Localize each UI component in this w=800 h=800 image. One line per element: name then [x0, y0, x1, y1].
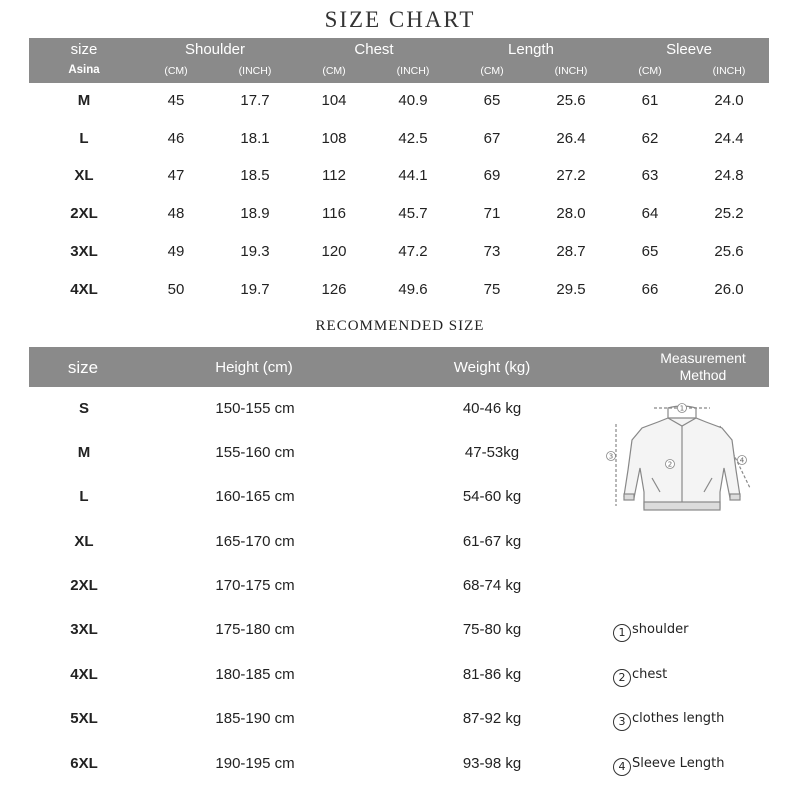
- row-size: L: [79, 130, 89, 147]
- cell: 67: [483, 130, 501, 147]
- cell: 24.4: [714, 130, 744, 147]
- row-size: XL: [74, 167, 94, 184]
- row-height: 190-195 cm: [215, 755, 295, 772]
- table-row: [0, 243, 800, 273]
- diagram-mark: 4: [739, 456, 745, 465]
- header-unit: (CM): [164, 65, 188, 77]
- row-height: 180-185 cm: [215, 666, 295, 683]
- recommended-header: [29, 347, 769, 387]
- row-weight: 75-80 kg: [462, 621, 522, 638]
- legend-number: 3: [613, 713, 631, 731]
- row-height: 155-160 cm: [215, 444, 295, 461]
- row-height: 175-180 cm: [215, 621, 295, 638]
- header-method-line2: Method: [679, 367, 727, 383]
- size-chart-title: SIZE CHART: [324, 7, 476, 32]
- row-weight: 40-46 kg: [462, 400, 522, 417]
- header-unit: (INCH): [554, 65, 588, 77]
- cell: 24.8: [714, 167, 744, 184]
- cell: 48: [167, 205, 185, 222]
- legend-label: shoulder: [632, 622, 689, 637]
- diagram-mark: 1: [679, 404, 685, 413]
- cell: 126: [321, 281, 347, 298]
- cell: 42.5: [398, 130, 428, 147]
- row-size: L: [79, 488, 89, 505]
- cell: 25.2: [714, 205, 744, 222]
- header-size-label: size: [70, 41, 98, 58]
- header-size-label: size: [67, 358, 99, 377]
- header-unit: (CM): [638, 65, 662, 77]
- header-unit: (INCH): [238, 65, 272, 77]
- cell: 28.0: [556, 205, 586, 222]
- cell: 71: [483, 205, 501, 222]
- row-size: 3XL: [70, 621, 98, 638]
- cell: 64: [641, 205, 659, 222]
- row-weight: 61-67 kg: [462, 533, 522, 550]
- cell: 26.4: [556, 130, 586, 147]
- row-size: 2XL: [70, 205, 98, 222]
- cell: 29.5: [556, 281, 586, 298]
- cell: 19.7: [240, 281, 270, 298]
- header-chest: Chest: [354, 41, 394, 58]
- row-height: 150-155 cm: [215, 400, 295, 417]
- legend-number: 4: [613, 758, 631, 776]
- table-row: [0, 92, 800, 122]
- cell: 50: [167, 281, 185, 298]
- row-weight: 87-92 kg: [462, 710, 522, 727]
- table-row: [0, 281, 800, 311]
- cell: 46: [167, 130, 185, 147]
- row-weight: 54-60 kg: [462, 488, 522, 505]
- cell: 25.6: [714, 243, 744, 260]
- cell: 65: [641, 243, 659, 260]
- row-size: M: [77, 444, 91, 461]
- row-size: 5XL: [70, 710, 98, 727]
- header-unit: (INCH): [396, 65, 430, 77]
- legend-label: clothes length: [632, 711, 725, 726]
- cell: 27.2: [556, 167, 586, 184]
- header-height-label: Height (cm): [215, 359, 293, 376]
- row-height: 160-165 cm: [215, 488, 295, 505]
- legend-item-sleeve-length: [613, 756, 725, 776]
- legend-item-chest: [613, 667, 667, 687]
- legend-item-clothes-length: [613, 711, 724, 731]
- header-sleeve: Sleeve: [666, 41, 712, 58]
- cell: 49.6: [398, 281, 428, 298]
- table-row: [0, 205, 800, 235]
- cell: 66: [641, 281, 659, 298]
- header-unit: (CM): [480, 65, 504, 77]
- cell: 120: [321, 243, 347, 260]
- cell: 25.6: [556, 92, 586, 109]
- legend-number: 2: [613, 669, 631, 687]
- cell: 28.7: [556, 243, 586, 260]
- row-weight: 93-98 kg: [462, 755, 522, 772]
- legend-item-shoulder: [613, 622, 688, 642]
- header-weight-label: Weight (kg): [453, 359, 531, 376]
- header-asina-label: Asina: [68, 64, 100, 76]
- row-size: 3XL: [70, 243, 98, 260]
- cell: 112: [322, 167, 346, 184]
- size-chart-header: [29, 38, 769, 83]
- cell: 18.1: [240, 130, 270, 147]
- row-height: 185-190 cm: [215, 710, 295, 727]
- cell: 18.9: [240, 205, 270, 222]
- cell: 63: [641, 167, 659, 184]
- recommended-size-title: RECOMMENDED SIZE: [315, 318, 485, 334]
- diagram-mark: 2: [667, 460, 673, 469]
- header-unit: (INCH): [712, 65, 746, 77]
- table-row: [0, 130, 800, 160]
- cell: 108: [321, 130, 347, 147]
- header-shoulder: Shoulder: [184, 41, 246, 58]
- row-size: XL: [74, 533, 94, 550]
- diagram-mark: 3: [608, 452, 614, 461]
- legend-label: chest: [632, 667, 668, 682]
- cell: 62: [641, 130, 659, 147]
- row-weight: 81-86 kg: [462, 666, 522, 683]
- cell: 19.3: [240, 243, 270, 260]
- row-size: 6XL: [70, 755, 98, 772]
- cell: 69: [483, 167, 501, 184]
- cell: 18.5: [240, 167, 270, 184]
- cell: 116: [322, 205, 346, 222]
- row-size: 4XL: [70, 281, 98, 298]
- cell: 26.0: [714, 281, 744, 298]
- cell: 40.9: [398, 92, 428, 109]
- legend-number: 1: [613, 624, 631, 642]
- cell: 24.0: [714, 92, 744, 109]
- cell: 47.2: [398, 243, 428, 260]
- header-method-label: [660, 350, 746, 384]
- table-row: [0, 167, 800, 197]
- row-size: M: [77, 92, 91, 109]
- cell: 47: [167, 167, 185, 184]
- row-weight: 68-74 kg: [462, 577, 522, 594]
- header-length: Length: [508, 41, 554, 58]
- cell: 104: [321, 92, 347, 109]
- row-size: S: [78, 400, 90, 417]
- cell: 73: [483, 243, 501, 260]
- cell: 75: [483, 281, 501, 298]
- jacket-diagram-icon: [602, 396, 772, 522]
- row-height: 165-170 cm: [215, 533, 295, 550]
- cell: 49: [167, 243, 185, 260]
- row-size: 2XL: [70, 577, 98, 594]
- cell: 45: [167, 92, 185, 109]
- header-unit: (CM): [322, 65, 346, 77]
- cell: 65: [483, 92, 501, 109]
- cell: 17.7: [240, 92, 270, 109]
- header-method-line1: Measurement: [660, 350, 746, 366]
- row-weight: 47-53kg: [464, 444, 520, 461]
- row-size: 4XL: [70, 666, 98, 683]
- cell: 45.7: [398, 205, 428, 222]
- row-height: 170-175 cm: [215, 577, 295, 594]
- cell: 61: [641, 92, 659, 109]
- cell: 44.1: [398, 167, 428, 184]
- legend-label: Sleeve Length: [632, 756, 725, 771]
